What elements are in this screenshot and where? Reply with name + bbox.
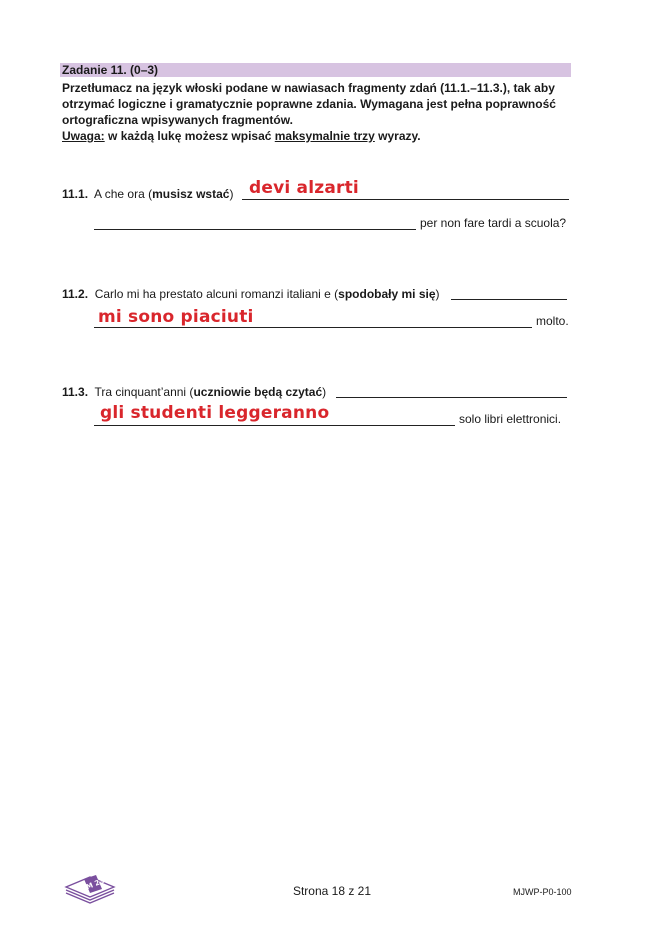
item-11-3-answer-line-1[interactable] bbox=[336, 397, 567, 398]
item-prompt-polish: uczniowie będą czytać bbox=[193, 385, 323, 399]
item-text-before: Tra cinquant’anni ( bbox=[94, 385, 194, 399]
note-text-2: wyrazy. bbox=[374, 129, 421, 143]
page-number: Strona 18 z 21 bbox=[292, 884, 372, 898]
exam-code: MJWP-P0-100 bbox=[513, 887, 572, 897]
item-number: 11.2. bbox=[62, 287, 89, 301]
note-text-1: w każdą lukę możesz wpisać bbox=[104, 129, 275, 143]
item-text-before: Carlo mi ha prestato alcuni romanzi italiani e ( bbox=[94, 287, 339, 301]
item-11-2-handwritten-answer: mi sono piaciuti bbox=[98, 307, 254, 327]
item-text-after: ) bbox=[322, 385, 327, 399]
item-11-3-ending: solo libri elettronici. bbox=[459, 412, 562, 426]
task-title: Zadanie 11. (0–3) bbox=[62, 63, 159, 77]
item-text-before: A che ora ( bbox=[94, 187, 153, 201]
note-emphasis: maksymalnie trzy bbox=[274, 129, 375, 143]
item-11-1-answer-line-1[interactable] bbox=[242, 199, 569, 200]
item-11-3-answer-line-2[interactable] bbox=[94, 425, 455, 426]
instruction-line-1: Przetłumacz na język włoski podane w nawiasach fragmenty zdań (11.1.–11.3.), tak aby bbox=[62, 81, 555, 95]
item-11-2-answer-line-1[interactable] bbox=[451, 299, 567, 300]
item-11-1-line-1 bbox=[62, 187, 233, 201]
item-prompt-polish: musisz wstać bbox=[152, 187, 230, 201]
item-number: 11.1. bbox=[62, 187, 89, 201]
instruction-line-3: ortograficzna wpisywanych fragmentów. bbox=[62, 113, 293, 127]
note-line bbox=[62, 128, 572, 144]
item-11-1-handwritten-answer: devi alzarti bbox=[249, 178, 359, 198]
logo-text: EM 23 bbox=[80, 876, 106, 894]
item-11-2-ending: molto. bbox=[536, 314, 569, 328]
item-text-after: ) bbox=[229, 187, 234, 201]
item-11-2-answer-line-2[interactable] bbox=[94, 327, 532, 328]
item-11-2-line-1 bbox=[62, 287, 440, 301]
note-label: Uwaga: bbox=[62, 129, 105, 143]
instruction-line-2: otrzymać logiczne i gramatycznie poprawne zdania. Wymagana jest pełna poprawność bbox=[62, 97, 556, 111]
item-11-3-line-1 bbox=[62, 385, 326, 399]
item-11-1-ending: per non fare tardi a scuola? bbox=[420, 216, 567, 230]
item-11-3-handwritten-answer: gli studenti leggeranno bbox=[100, 403, 330, 423]
item-text-after: ) bbox=[435, 287, 440, 301]
item-number: 11.3. bbox=[62, 385, 89, 399]
item-prompt-polish: spodobały mi się bbox=[338, 287, 436, 301]
item-11-1-answer-line-2[interactable] bbox=[94, 229, 416, 230]
